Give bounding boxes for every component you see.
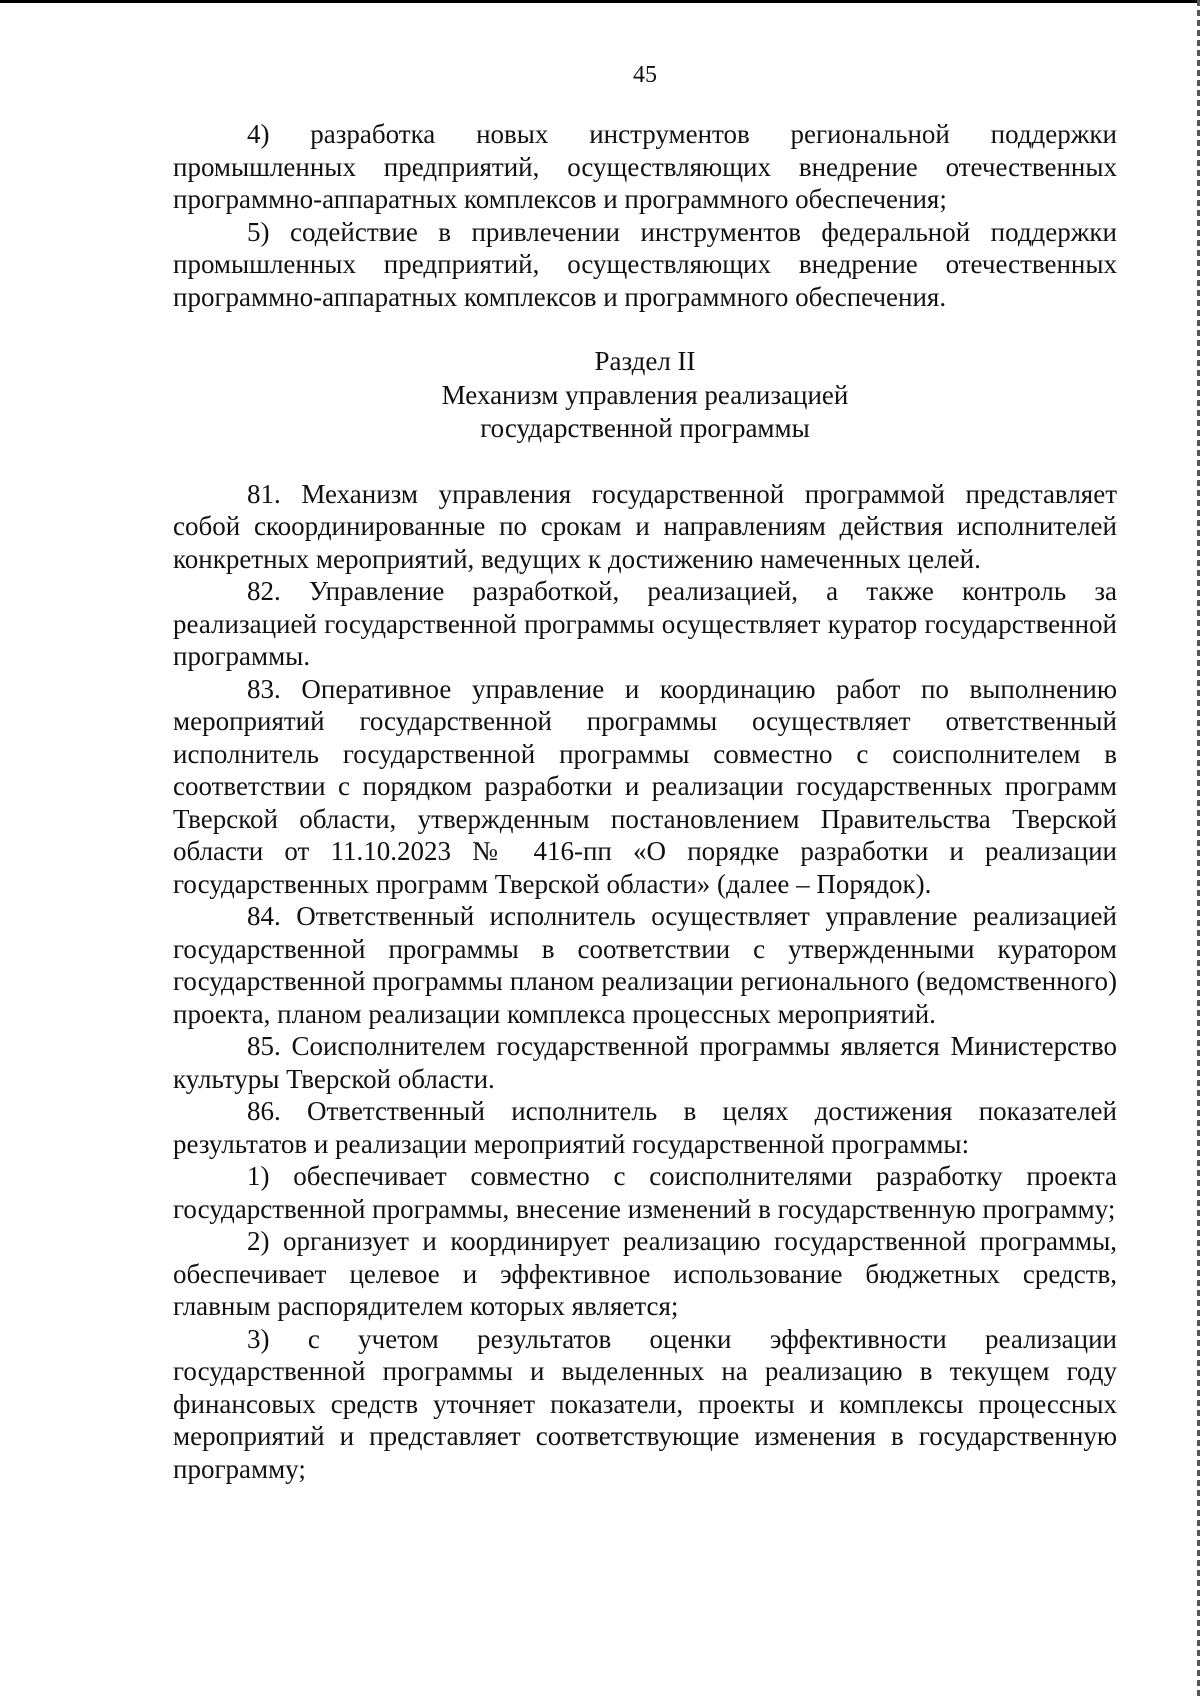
section-title-line-2: государственной программы (480, 413, 810, 443)
document-body (173, 118, 1117, 1485)
paragraph-86: 86. Ответственный исполнитель в целях достижения показателей результатов и реализации мероприятий государственной программы: (173, 1096, 1117, 1159)
list-item-4: 4) разработка новых инструментов региональной поддержки промышленных предприятий, осуществляющих внедрение отечественных программно-аппаратных комплексов и программного обеспечения; (173, 119, 1117, 214)
paragraph-82: 82. Управление разработкой, реализацией, а также контроль за реализацией государственной программы осуществляет куратор государственной программы. (173, 576, 1117, 671)
section-title-line-1: Механизм управления реализацией (441, 379, 849, 410)
section-heading (173, 345, 1117, 446)
paragraph-86-item-3: 3) с учетом результатов оценки эффективности реализации государственной программы и выделенных на реализацию в текущем году финансовых средств уточняет показатели, проекты и комплексы процессных мероприятий и представляет соответствующие изменения в государственную программу; (173, 1323, 1117, 1484)
paragraph-85: 85. Соисполнителем государственной программы является Министерство культуры Тверской области. (173, 1031, 1117, 1094)
paragraph-86-item-1: 1) обеспечивает совместно с соисполнителями разработку проекта государственной программы, внесение изменений в государственную программу; (173, 1161, 1117, 1224)
paragraph-86-item-2: 2) организует и координирует реализацию государственной программы, обеспечивает целевое и эффективное использование бюджетных средств, главным распорядителем которых является; (173, 1226, 1117, 1321)
list-item-5: 5) содействие в привлечении инструментов федеральной поддержки промышленных предприятий, осуществляющих внедрение отечественных программно-аппаратных комплексов и программного обеспечения. (173, 216, 1117, 312)
paragraph-83: 83. Оперативное управление и координацию работ по выполнению мероприятий государственной программы осуществляет ответственный исполнитель государственной программы совместно с соисполнителем в соответствии с порядком разработки и реализации государственных программ Тверской области, утвержденным постановлением Правительства Тверской области от 11.10.2023 № 416-пп «О порядке разработки и реализации государственных программ Тверской области» (далее – Порядок). (173, 673, 1117, 899)
page-number: 45 (633, 62, 657, 88)
paragraph-81: 81. Механизм управления государственной программой представляет собой скоординированные по срокам и направлениям действия исполнителей конкретных мероприятий, ведущих к достижению намеченных целей. (173, 478, 1117, 574)
page-border-top (0, 0, 1200, 3)
section-number: Раздел II (594, 346, 696, 376)
paragraph-84: 84. Ответственный исполнитель осуществляет управление реализацией государственной программы в соответствии с утвержденными куратором государственной программы планом реализации регионального (ведомственного) проекта, планом реализации комплекса процессных мероприятий. (173, 901, 1117, 1029)
